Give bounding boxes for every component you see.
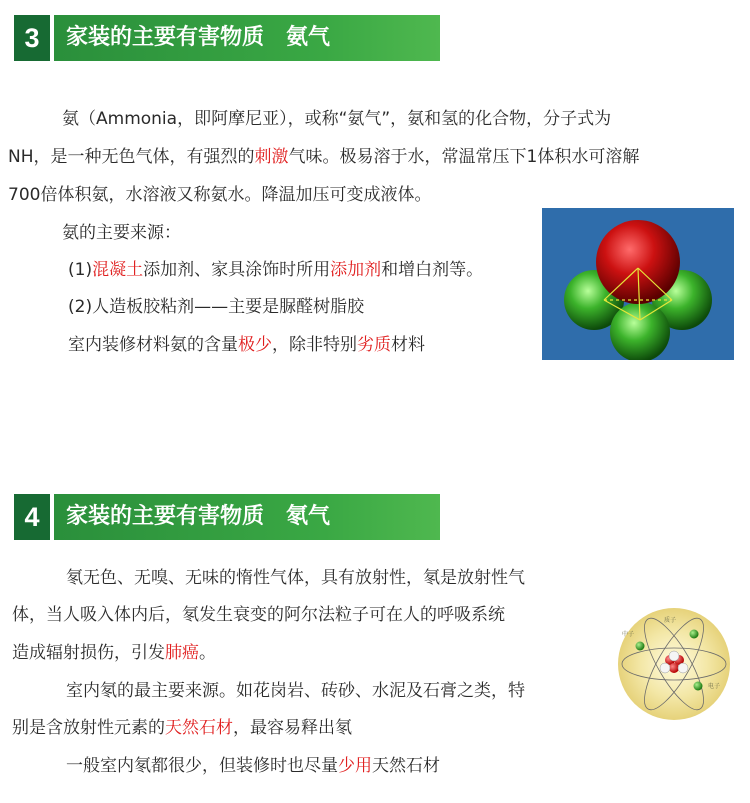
s3-line-4 xyxy=(62,222,181,244)
section-number: 3 xyxy=(14,15,50,61)
text-segment: 天然石材 xyxy=(372,756,440,776)
text-segment: (2)人造板胶粘剂——主要是脲醛树脂胶 xyxy=(68,297,365,317)
highlight-term: 少用 xyxy=(338,756,372,776)
section-number: 4 xyxy=(14,494,50,540)
s3-line-6 xyxy=(68,296,364,318)
electron-label: 电子 xyxy=(708,683,721,690)
s4-line-2 xyxy=(12,604,505,626)
highlight-term: 极少 xyxy=(238,335,272,355)
section-title: 家装的主要有害物质 xyxy=(66,25,265,50)
highlight-term: 肺癌 xyxy=(165,643,199,663)
section-3-banner xyxy=(14,15,440,61)
highlight-term: 劣质 xyxy=(357,335,391,355)
text-segment: 一般室内氡都很少，但装修时也尽量 xyxy=(66,756,338,776)
highlight-term: 刺激 xyxy=(254,147,289,167)
text-segment: 添加剂、家具涂饰时所用 xyxy=(143,260,331,280)
s3-line-1 xyxy=(62,108,611,130)
text-segment: NH，是一种无色气体，有强烈的 xyxy=(8,147,255,167)
highlight-term: 混凝土 xyxy=(92,260,144,280)
section-4-banner xyxy=(14,494,440,540)
text-segment: 别是含放射性元素的 xyxy=(12,718,165,738)
proton-label: 质子 xyxy=(664,617,677,624)
s4-line-1 xyxy=(66,567,525,589)
text-segment: 氨的主要来源： xyxy=(62,223,181,243)
text-segment: 材料 xyxy=(391,335,425,355)
section-title: 家装的主要有害物质 xyxy=(66,504,265,529)
text-segment: 造成辐射损伤，引发 xyxy=(12,643,165,663)
section-title-bar xyxy=(54,15,440,61)
neutron-label: 中子 xyxy=(622,631,635,638)
s3-line-3 xyxy=(8,184,431,206)
s4-line-5 xyxy=(12,717,352,739)
text-segment: ，最容易释出氡 xyxy=(233,718,352,738)
highlight-term: 天然石材 xyxy=(165,718,233,738)
ammonia-molecule-image xyxy=(542,208,734,360)
text-segment: (1) xyxy=(68,260,93,280)
text-segment: 700倍体积氨，水溶液又称氨水。降温加压可变成液体。 xyxy=(8,185,432,205)
text-segment: 。 xyxy=(199,643,216,663)
s3-line-7 xyxy=(68,334,425,356)
text-segment: 室内装修材料氨的含量 xyxy=(68,335,238,355)
highlight-term: 添加剂 xyxy=(330,260,382,280)
text-segment: 氨（Ammonia，即阿摩尼亚），或称“氨气”，氨和氢的化合物，分子式为 xyxy=(62,109,612,129)
s3-line-5 xyxy=(68,259,483,281)
s4-line-4 xyxy=(66,680,525,702)
gas-name: 氨气 xyxy=(286,25,331,50)
radon-atom-image xyxy=(612,606,736,722)
text-segment: 和增白剂等。 xyxy=(381,260,484,280)
text-segment: 气味。极易溶于水，常温常压下1体积水可溶解 xyxy=(288,147,640,167)
s3-line-2 xyxy=(8,146,639,168)
text-segment: 室内氡的最主要来源。如花岗岩、砖砂、水泥及石膏之类，特 xyxy=(66,681,525,701)
section-title-bar xyxy=(54,494,440,540)
gas-name: 氡气 xyxy=(286,504,331,529)
s4-line-3 xyxy=(12,642,216,664)
text-segment: 体，当人吸入体内后，氡发生衰变的阿尔法粒子可在人的呼吸系统 xyxy=(12,605,505,625)
text-segment: 氡无色、无嗅、无味的惰性气体，具有放射性，氡是放射性气 xyxy=(66,568,525,588)
text-segment: ，除非特别 xyxy=(272,335,357,355)
s4-line-6 xyxy=(66,755,440,777)
